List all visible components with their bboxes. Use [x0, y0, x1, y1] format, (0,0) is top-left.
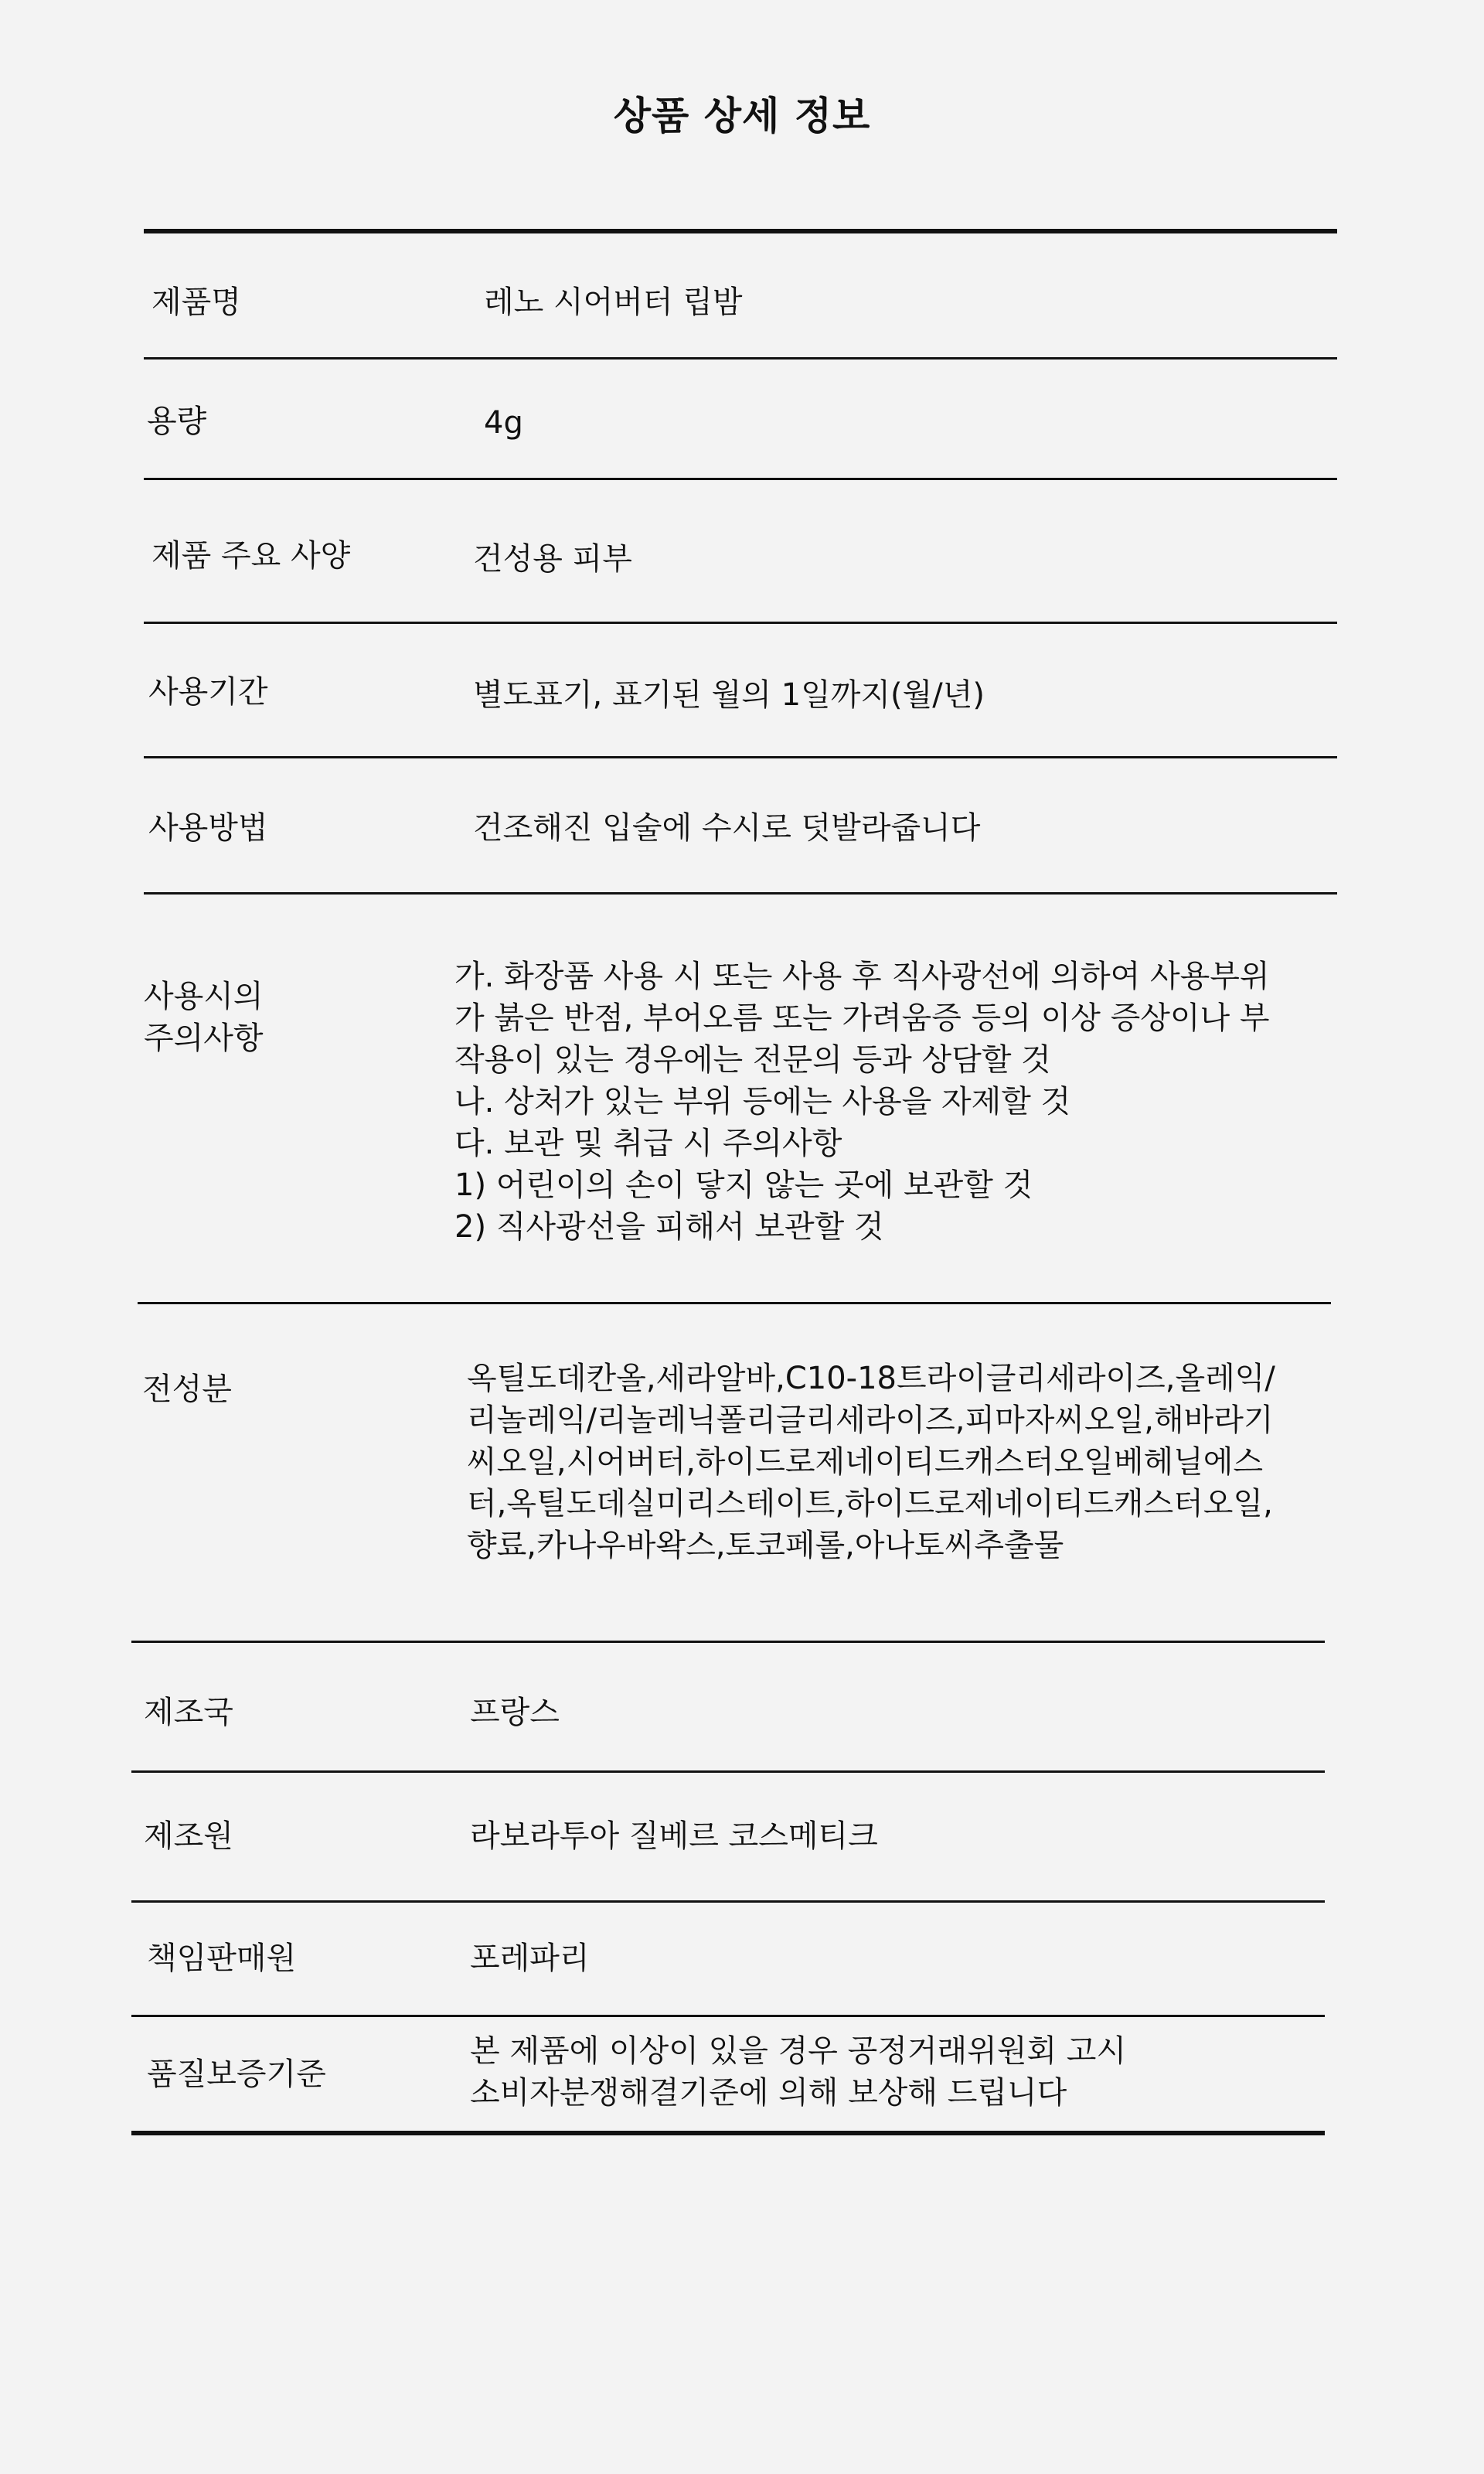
row-divider	[144, 892, 1337, 895]
row-label-quality-guarantee: 품질보증기준	[147, 2057, 326, 2092]
row-value-distributor: 포레파리	[470, 1941, 590, 1976]
row-label-distributor: 책임판매원	[147, 1941, 297, 1976]
row-divider	[144, 357, 1337, 360]
row-value-ingredients: 옥틸도데칸올,세라알바,C10-18트라이글리세라이즈,올레익/ 리놀레익/리놀레닉폴리글리세라이즈,피마자씨오일,해바라기 씨오일,시어버터,하이드로제네이티드캐스터오일베헤닐에스 터,옥틸도데실미리스테이트,하이드로제네이티드캐스터오일, 향료,카나우바왁스,토코페롤,아나토씨추출물	[467, 1361, 1275, 1563]
row-value-manufacturer: 라보라투아 질베르 코스메티크	[470, 1818, 878, 1854]
row-label-usage-period: 사용기간	[148, 674, 268, 710]
row-divider	[138, 1302, 1331, 1304]
row-value-usage-method: 건조해진 입술에 수시로 덧발라줍니다	[473, 810, 981, 846]
row-label-country: 제조국	[144, 1695, 233, 1730]
row-label-volume: 용량	[147, 404, 207, 439]
row-divider	[131, 1641, 1325, 1643]
row-divider	[131, 2015, 1325, 2017]
row-value-precautions: 가. 화장품 사용 시 또는 사용 후 직사광선에 의하여 사용부위 가 붉은 반점, 부어오름 또는 가려움증 등의 이상 증상이나 부 작용이 있는 경우에는 전문의 등과 상담할 것 나. 상처가 있는 부위 등에는 사용을 자제할 것 다. 보관 및 취급 시 주의사항 1) 어린이의 손이 닿지 않는 곳에 보관할 것 2) 직사광선을 피해서 보관할 것	[454, 959, 1270, 1245]
row-divider	[144, 622, 1337, 624]
row-value-main-spec: 건성용 피부	[473, 541, 632, 577]
row-value-quality-guarantee: 본 제품에 이상이 있을 경우 공정거래위원회 고시 소비자분쟁해결기준에 의해 보상해 드립니다	[470, 2033, 1127, 2111]
row-label-main-spec: 제품 주요 사양	[151, 538, 351, 574]
row-label-precautions: 사용시의 주의사항	[144, 979, 264, 1056]
row-label-product-name: 제품명	[151, 285, 241, 320]
row-divider	[144, 478, 1337, 480]
row-divider	[131, 1900, 1325, 1903]
row-value-country: 프랑스	[470, 1695, 560, 1730]
row-label-manufacturer: 제조원	[144, 1818, 233, 1854]
row-label-ingredients: 전성분	[142, 1372, 232, 1407]
row-value-volume: 4g	[484, 405, 523, 441]
table-bottom-rule	[131, 2131, 1325, 2135]
row-value-usage-period: 별도표기, 표기된 월의 1일까지(월/년)	[473, 677, 985, 713]
row-value-product-name: 레노 시어버터 립밤	[484, 285, 743, 320]
row-label-usage-method: 사용방법	[148, 810, 268, 846]
page-title: 상품 상세 정보	[613, 94, 871, 138]
row-divider	[144, 756, 1337, 758]
table-top-rule	[144, 229, 1337, 233]
row-divider	[131, 1770, 1325, 1773]
